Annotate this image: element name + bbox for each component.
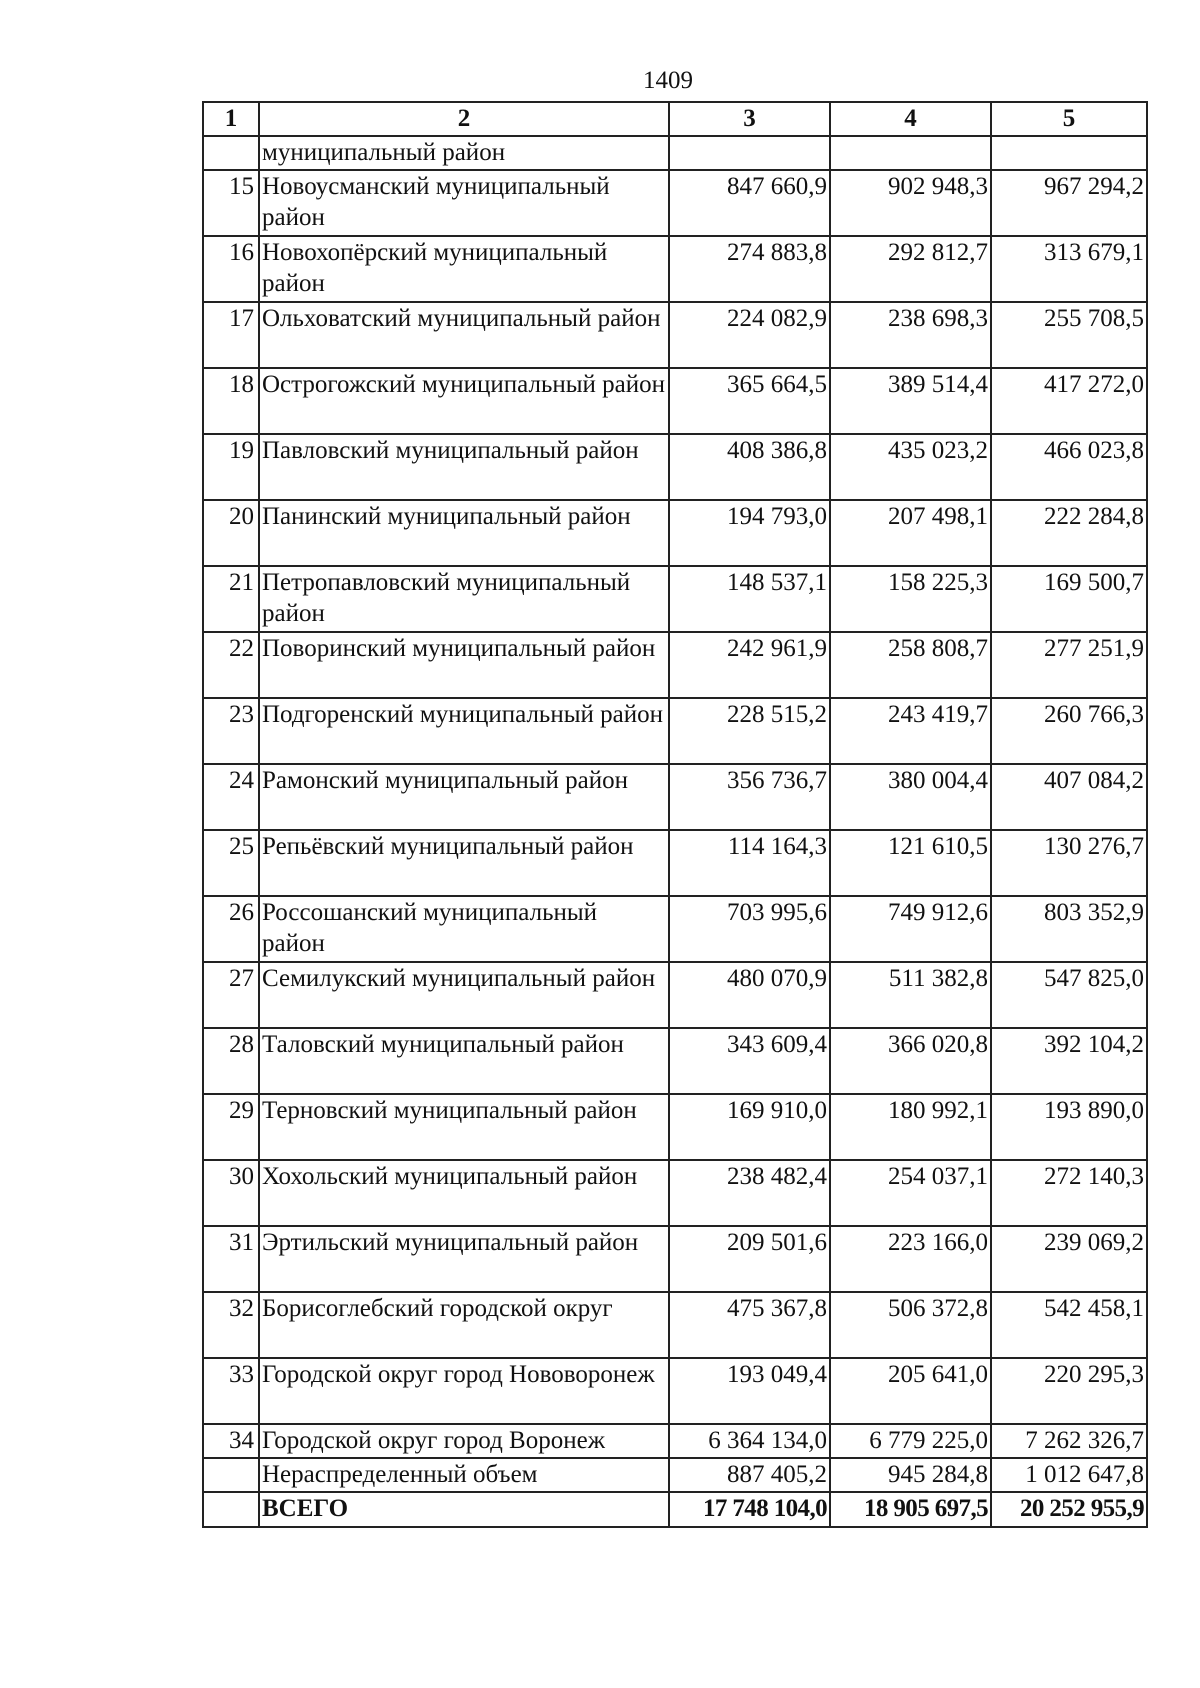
row-value-col3: 238 482,4 <box>669 1160 830 1226</box>
column-header: 3 <box>669 102 830 136</box>
row-name: Россошанский муниципальный район <box>259 896 669 962</box>
row-value-col4: 380 004,4 <box>830 764 991 830</box>
table-row <box>203 1358 1147 1424</box>
total-number <box>203 1492 259 1527</box>
table-row <box>203 1028 1147 1094</box>
total-value-col4: 18 905 697,5 <box>830 1492 991 1527</box>
row-value-col4: 366 020,8 <box>830 1028 991 1094</box>
row-name: Ольховатский муниципальный район <box>259 302 669 368</box>
row-value-col5: 260 766,3 <box>991 698 1147 764</box>
row-value-col4: 158 225,3 <box>830 566 991 632</box>
row-name: Городской округ город Воронеж <box>259 1424 669 1458</box>
row-value-col3: 475 367,8 <box>669 1292 830 1358</box>
row-value-col5 <box>991 136 1147 170</box>
row-name: Терновский муниципальный район <box>259 1094 669 1160</box>
row-value-col4: 292 812,7 <box>830 236 991 302</box>
row-value-col5: 255 708,5 <box>991 302 1147 368</box>
row-number <box>203 136 259 170</box>
table-row <box>203 368 1147 434</box>
row-value-col3: 274 883,8 <box>669 236 830 302</box>
row-value-col3: 887 405,2 <box>669 1458 830 1492</box>
row-value-col4: 207 498,1 <box>830 500 991 566</box>
column-header: 4 <box>830 102 991 136</box>
row-value-col5: 272 140,3 <box>991 1160 1147 1226</box>
row-value-col3: 480 070,9 <box>669 962 830 1028</box>
row-value-col5: 803 352,9 <box>991 896 1147 962</box>
row-value-col5: 222 284,8 <box>991 500 1147 566</box>
row-number: 20 <box>203 500 259 566</box>
row-number: 29 <box>203 1094 259 1160</box>
table-row <box>203 962 1147 1028</box>
row-value-col3: 193 049,4 <box>669 1358 830 1424</box>
table-row <box>203 1424 1147 1458</box>
column-header: 5 <box>991 102 1147 136</box>
table-row <box>203 1094 1147 1160</box>
row-value-col5: 547 825,0 <box>991 962 1147 1028</box>
row-value-col5: 542 458,1 <box>991 1292 1147 1358</box>
row-value-col5: 466 023,8 <box>991 434 1147 500</box>
row-value-col3: 365 664,5 <box>669 368 830 434</box>
row-number: 18 <box>203 368 259 434</box>
row-value-col4: 945 284,8 <box>830 1458 991 1492</box>
row-number: 26 <box>203 896 259 962</box>
row-number: 23 <box>203 698 259 764</box>
row-value-col4: 121 610,5 <box>830 830 991 896</box>
row-value-col4: 749 912,6 <box>830 896 991 962</box>
row-name: Подгоренский муниципальный район <box>259 698 669 764</box>
total-label: ВСЕГО <box>259 1492 669 1527</box>
table-row <box>203 632 1147 698</box>
row-value-col5: 130 276,7 <box>991 830 1147 896</box>
row-value-col3: 847 660,9 <box>669 170 830 236</box>
column-header: 2 <box>259 102 669 136</box>
row-value-col5: 967 294,2 <box>991 170 1147 236</box>
row-value-col4: 258 808,7 <box>830 632 991 698</box>
row-number: 27 <box>203 962 259 1028</box>
row-value-col3: 148 537,1 <box>669 566 830 632</box>
row-number: 21 <box>203 566 259 632</box>
row-value-col3: 224 082,9 <box>669 302 830 368</box>
table-row-total <box>203 1492 1147 1527</box>
row-value-col3: 6 364 134,0 <box>669 1424 830 1458</box>
row-value-col5: 392 104,2 <box>991 1028 1147 1094</box>
row-value-col5: 417 272,0 <box>991 368 1147 434</box>
row-name: Нераспределенный объем <box>259 1458 669 1492</box>
table-row <box>203 236 1147 302</box>
row-value-col3: 356 736,7 <box>669 764 830 830</box>
page-number: 1409 <box>643 67 693 94</box>
row-value-col3: 228 515,2 <box>669 698 830 764</box>
row-name: Поворинский муниципальный район <box>259 632 669 698</box>
table-body <box>203 136 1147 1527</box>
row-number: 28 <box>203 1028 259 1094</box>
row-number: 32 <box>203 1292 259 1358</box>
row-name: Новохопёрский муниципальный район <box>259 236 669 302</box>
row-value-col5: 407 084,2 <box>991 764 1147 830</box>
column-header: 1 <box>203 102 259 136</box>
row-value-col3: 703 995,6 <box>669 896 830 962</box>
row-value-col3: 408 386,8 <box>669 434 830 500</box>
row-name: муниципальный район <box>259 136 669 170</box>
row-number: 17 <box>203 302 259 368</box>
table-row <box>203 896 1147 962</box>
row-number: 31 <box>203 1226 259 1292</box>
row-value-col4: 389 514,4 <box>830 368 991 434</box>
row-value-col3 <box>669 136 830 170</box>
row-name: Борисоглебский городской округ <box>259 1292 669 1358</box>
total-value-col3: 17 748 104,0 <box>669 1492 830 1527</box>
row-name: Новоусманский муниципальный район <box>259 170 669 236</box>
table-header-row <box>203 102 1147 136</box>
row-number: 22 <box>203 632 259 698</box>
row-number: 33 <box>203 1358 259 1424</box>
row-name: Рамонский муниципальный район <box>259 764 669 830</box>
row-value-col3: 114 164,3 <box>669 830 830 896</box>
row-value-col4: 511 382,8 <box>830 962 991 1028</box>
row-name: Репьёвский муниципальный район <box>259 830 669 896</box>
table-row <box>203 698 1147 764</box>
table-row <box>203 170 1147 236</box>
row-value-col5: 239 069,2 <box>991 1226 1147 1292</box>
total-value-col5: 20 252 955,9 <box>991 1492 1147 1527</box>
row-value-col4: 180 992,1 <box>830 1094 991 1160</box>
row-value-col4: 254 037,1 <box>830 1160 991 1226</box>
row-value-col4: 238 698,3 <box>830 302 991 368</box>
row-name: Семилукский муниципальный район <box>259 962 669 1028</box>
row-number: 16 <box>203 236 259 302</box>
allocation-table <box>202 101 1148 1528</box>
row-value-col3: 169 910,0 <box>669 1094 830 1160</box>
row-name: Острогожский муниципальный район <box>259 368 669 434</box>
row-name: Таловский муниципальный район <box>259 1028 669 1094</box>
table-row <box>203 500 1147 566</box>
table-row <box>203 434 1147 500</box>
table-row <box>203 1292 1147 1358</box>
row-value-col3: 194 793,0 <box>669 500 830 566</box>
row-value-col5: 313 679,1 <box>991 236 1147 302</box>
table-row-continued <box>203 136 1147 170</box>
table-row <box>203 1160 1147 1226</box>
row-name: Панинский муниципальный район <box>259 500 669 566</box>
row-value-col4: 205 641,0 <box>830 1358 991 1424</box>
row-value-col4: 6 779 225,0 <box>830 1424 991 1458</box>
table-row <box>203 1458 1147 1492</box>
row-name: Эртильский муниципальный район <box>259 1226 669 1292</box>
row-number: 24 <box>203 764 259 830</box>
row-value-col5: 220 295,3 <box>991 1358 1147 1424</box>
row-value-col3: 209 501,6 <box>669 1226 830 1292</box>
table-row <box>203 566 1147 632</box>
table-row <box>203 830 1147 896</box>
row-name: Городской округ город Нововоронеж <box>259 1358 669 1424</box>
row-value-col4: 506 372,8 <box>830 1292 991 1358</box>
row-number: 34 <box>203 1424 259 1458</box>
row-value-col4: 435 023,2 <box>830 434 991 500</box>
row-number: 15 <box>203 170 259 236</box>
row-number <box>203 1458 259 1492</box>
row-value-col5: 193 890,0 <box>991 1094 1147 1160</box>
row-value-col4: 223 166,0 <box>830 1226 991 1292</box>
table-row <box>203 302 1147 368</box>
row-value-col3: 242 961,9 <box>669 632 830 698</box>
row-value-col3: 343 609,4 <box>669 1028 830 1094</box>
row-number: 25 <box>203 830 259 896</box>
row-value-col5: 169 500,7 <box>991 566 1147 632</box>
row-value-col5: 7 262 326,7 <box>991 1424 1147 1458</box>
row-value-col5: 277 251,9 <box>991 632 1147 698</box>
row-name: Павловский муниципальный район <box>259 434 669 500</box>
row-name: Петропавловский муниципальный район <box>259 566 669 632</box>
table-row <box>203 764 1147 830</box>
row-value-col4 <box>830 136 991 170</box>
table-row <box>203 1226 1147 1292</box>
row-value-col5: 1 012 647,8 <box>991 1458 1147 1492</box>
row-value-col4: 243 419,7 <box>830 698 991 764</box>
row-name: Хохольский муниципальный район <box>259 1160 669 1226</box>
row-number: 19 <box>203 434 259 500</box>
row-value-col4: 902 948,3 <box>830 170 991 236</box>
row-number: 30 <box>203 1160 259 1226</box>
